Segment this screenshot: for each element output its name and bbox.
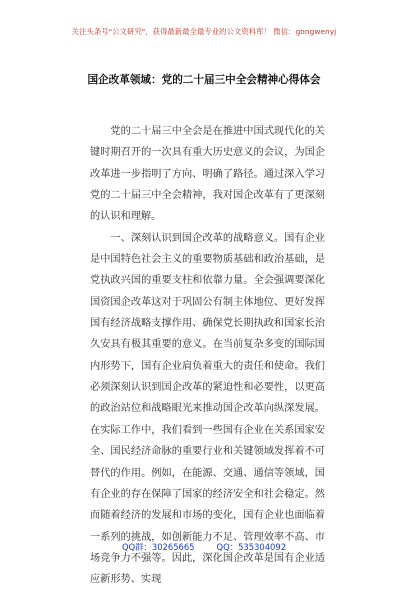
document-body [90, 121, 325, 591]
body-paragraph-section-one: 一、深刻认识到国企改革的战略意义。国有企业是中国特色社会主义的重要物质基础和政治基础，是党执政兴国的重要支柱和依靠力量。全会强调要深化国资国企改革这对于巩固公有制主体地位、更好发挥国有经济战略支撑作用、确保党长期执政和国家长治久安具有极其重要的意义。在当前复杂多变的国际国内形势下，国有企业肩负着重大的责任和使命。我们必须深刻认识到国企改革的紧迫性和必要性，以更高的政治站位和战略眼光来推动国企改革向纵深发展。在实际工作中，我们看到一些国有企业在关系国家安全、国民经济命脉的重要行业和关键领域发挥着不可替代的作用。例如，在能源、交通、通信等领域，国有企业的存在保障了国家的经济安全和社会稳定。然而随着经济的发展和市场的变化，国有企业也面临着一系列的挑战，如创新能力不足、管理效率不高、市场竞争力不强等。因此，深化国企改革是国有企业适应新形势、实现 [90, 232, 325, 586]
footer-qq-number: QQ：535304092 [216, 542, 287, 552]
document-title: 国企改革领域：党的二十届三中全会精神心得体会 [87, 74, 321, 86]
footer-qq-group: QQ群：30265665 [121, 542, 195, 552]
footer-contact [0, 541, 408, 553]
body-paragraph-intro: 党的二十届三中全会是在推进中国式现代化的关键时期召开的一次具有重大历史意义的会议，为国企改革进一步指明了方向、明确了路径。通过深入学习党的二十届三中全会精神，我对国企改革有了更深刻的认识和理解。 [90, 126, 325, 223]
promo-banner: 关注头条号"公文研究"，获得最新最全最专业的公文资料库！ 微信：gongwenyj [71, 27, 337, 36]
